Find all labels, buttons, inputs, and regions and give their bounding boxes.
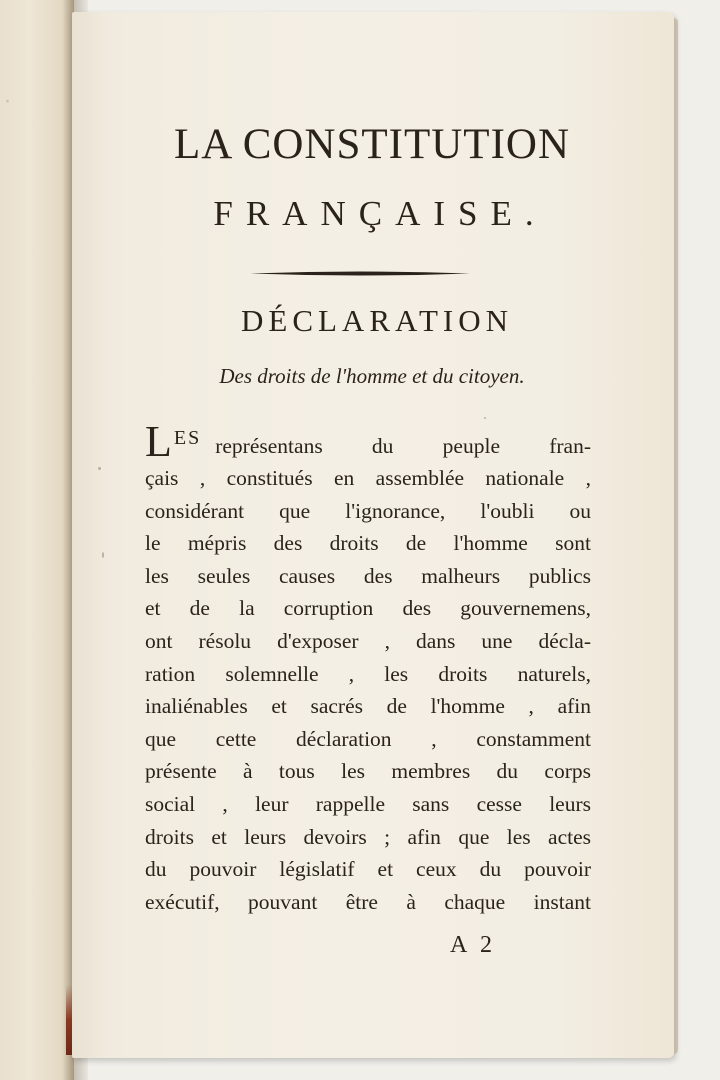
section-subheading: Des droits de l'homme et du citoyen. — [219, 364, 525, 388]
text-line: droits et leurs devoirs ; afin que les actes — [145, 824, 591, 849]
text-line: les seules causes des malheurs publics — [145, 563, 591, 588]
text-line: çais , constitués en assemblée nationale , — [145, 466, 591, 490]
page-title: LA CONSTITUTION — [174, 121, 570, 168]
text-line-first: représentans du peuple fran- — [215, 434, 591, 458]
section-heading: DÉCLARATION — [241, 303, 513, 338]
signature-mark: A 2 — [450, 932, 497, 958]
text-line: que cette déclaration , constamment — [145, 726, 591, 751]
show-through-mark: · — [4, 90, 11, 115]
text-line: ration solemnelle , les droits naturels, — [145, 661, 591, 686]
drop-cap: L — [145, 417, 172, 466]
paper-speck — [98, 467, 101, 470]
text-line: social , leur rappelle sans cesse leurs — [145, 791, 591, 816]
text-line: le mépris des droits de l'homme sont — [145, 531, 591, 556]
paper-speck — [484, 417, 486, 419]
text-line: inaliénables et sacrés de l'homme , afin — [145, 694, 591, 719]
page-subtitle: FRANÇAISE. — [213, 194, 547, 233]
ornamental-rule — [250, 270, 470, 277]
text-line: exécutif, pouvant être à chaque instant — [145, 889, 591, 914]
text-line — [145, 414, 591, 466]
body-text — [145, 414, 591, 918]
text-line: présente à tous les membres du corps — [145, 759, 591, 784]
text-line: ont résolu d'exposer , dans une décla- — [145, 628, 591, 653]
text-line: considérant que l'ignorance, l'oubli ou — [145, 498, 591, 523]
text-line: et de la corruption des gouvernemens, — [145, 596, 591, 621]
paper-speck — [102, 552, 104, 558]
text-line: du pouvoir législatif et ceux du pouvoir — [145, 857, 591, 882]
small-caps-opening: ES — [173, 427, 202, 449]
book-page — [72, 12, 674, 1058]
